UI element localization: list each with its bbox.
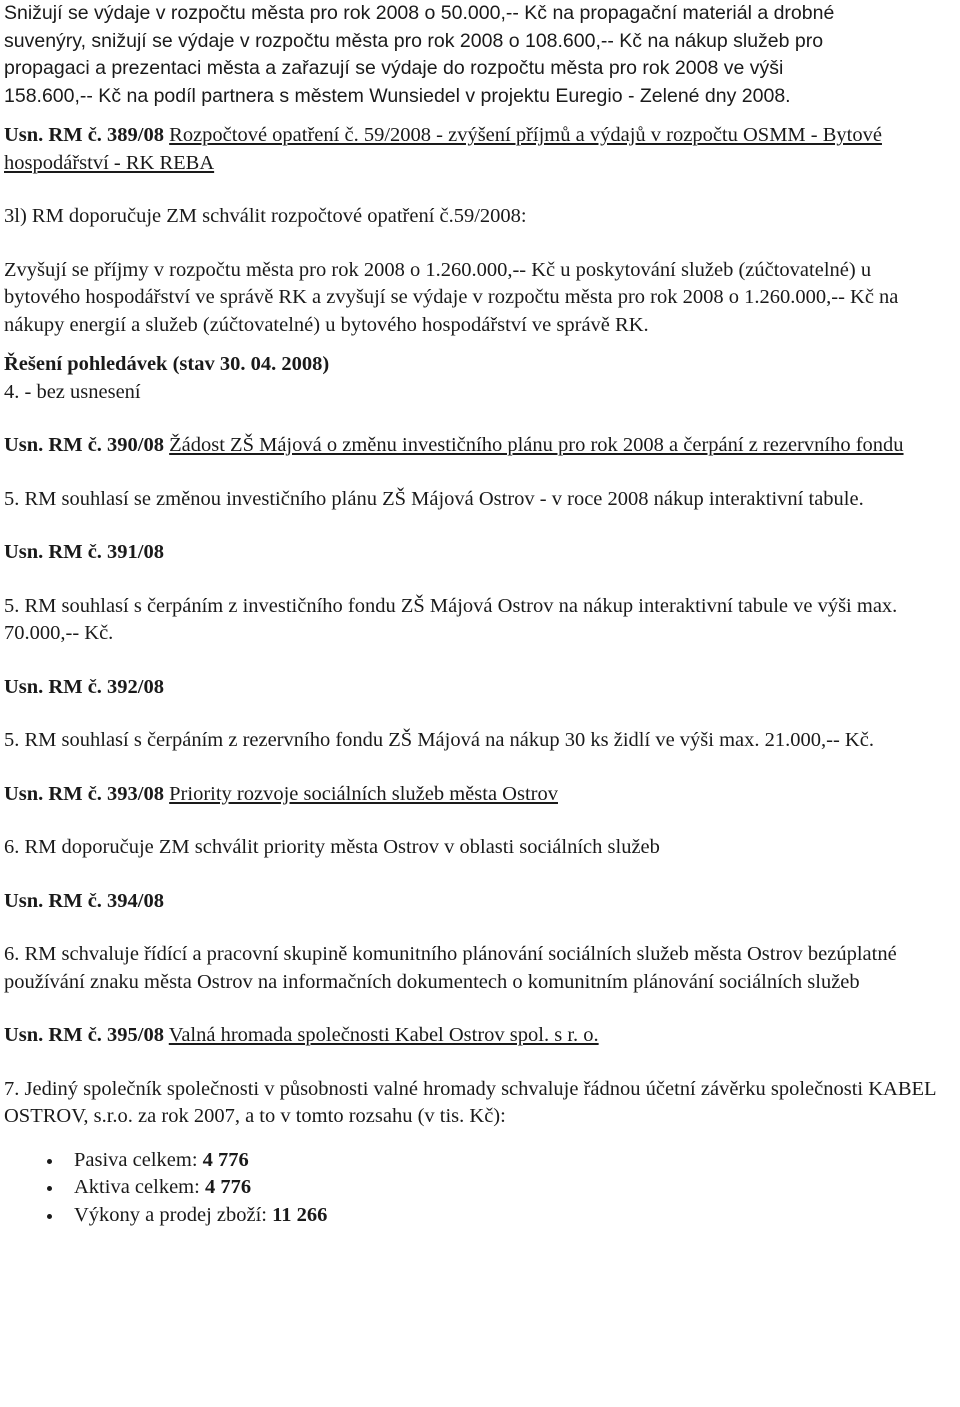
intro-line: suvenýry, snižují se výdaje v rozpočtu města pro rok 2008 o 108.600,-- Kč na nákup služeb pro bbox=[4, 29, 824, 52]
resolution-number: Usn. RM č. 391/08 bbox=[4, 541, 165, 563]
intro-line: propagaci a prezentaci města a zařazují se výdaje do rozpočtu města pro rok 2008 ve výši bbox=[4, 57, 784, 79]
resolution-title: Valná hromada společnosti Kabel Ostrov spol. s r. o. bbox=[168, 1024, 599, 1046]
resolution-item: 6. RM schvaluje řídící a pracovní skupině komunitního plánování sociálních služeb města Ostrov bezúplatné používání znaku města Ostrov na informačních dokumentech o komunitním plánování sociálních služeb bbox=[4, 943, 897, 993]
resolution-body: Zvyšují se příjmy v rozpočtu města pro rok 2008 o 1.260.000,-- Kč u poskytování služeb (zúčtovatelné) u bytového hospodářství ve správě RK a zvyšují se výdaje v rozpočtu města pro rok 2008 o 1.260.000,-- Kč na nákupy energií a služeb (zúčtovatelné) u bytového hospodářství ve správě RK. bbox=[4, 258, 899, 336]
bullet-icon bbox=[47, 1159, 52, 1164]
resolution-item: 5. RM souhlasí s čerpáním z investičního fondu ZŠ Májová Ostrov na nákup interaktivní tabule ve výši max. 70.000,-- Kč. bbox=[4, 594, 898, 644]
resolution-390 bbox=[4, 432, 950, 460]
list-item-value: 4 776 bbox=[204, 1176, 252, 1198]
resolution-393 bbox=[4, 781, 950, 809]
resolution-number: Usn. RM č. 389/08 bbox=[4, 124, 165, 146]
resolution-number: Usn. RM č. 393/08 bbox=[4, 782, 165, 805]
resolution-item: 5. RM souhlasí se změnou investičního plánu ZŠ Májová Ostrov - v roce 2008 nákup interaktivní tabule. bbox=[4, 487, 864, 510]
resolution-item: 4. - bez usnesení bbox=[4, 380, 141, 403]
list-item-label: Výkony a prodej zboží: bbox=[74, 1203, 273, 1226]
bullet-icon bbox=[47, 1214, 52, 1219]
list-item-value: 11 266 bbox=[272, 1203, 328, 1226]
resolution-title: Žádost ZŠ Májová o změnu investičního plánu pro rok 2008 a čerpání z rezervního fondu bbox=[169, 434, 904, 456]
bullet-list bbox=[4, 1147, 950, 1230]
resolution-389 bbox=[4, 122, 950, 177]
resolution-item: 6. RM doporučuje ZM schválit priority města Ostrov v oblasti sociálních služeb bbox=[4, 836, 660, 858]
resolution-title: Priority rozvoje sociálních služeb města Ostrov bbox=[169, 782, 558, 805]
list-item bbox=[74, 1202, 950, 1230]
list-item-label: Pasiva celkem: bbox=[74, 1148, 203, 1171]
intro-paragraph bbox=[4, 0, 950, 110]
resolution-title: Rozpočtové opatření č. 59/2008 - zvýšení příjmů a výdajů v rozpočtu OSMM - Bytové hospodářství - RK REBA bbox=[4, 124, 882, 174]
resolution-number: Usn. RM č. 394/08 bbox=[4, 889, 165, 912]
resolution-number: Usn. RM č. 395/08 bbox=[4, 1024, 165, 1046]
list-item bbox=[74, 1174, 950, 1202]
resolution-395 bbox=[4, 1022, 950, 1050]
bullet-icon bbox=[47, 1186, 52, 1191]
resolution-item: 3l) RM doporučuje ZM schválit rozpočtové opatření č.59/2008: bbox=[4, 205, 527, 227]
intro-line: Snižují se výdaje v rozpočtu města pro rok 2008 o 50.000,-- Kč na propagační materiál a drobné bbox=[4, 2, 835, 24]
list-item-value: 4 776 bbox=[202, 1148, 249, 1171]
list-item bbox=[74, 1147, 950, 1175]
resolution-number: Usn. RM č. 392/08 bbox=[4, 675, 165, 698]
intro-line: 158.600,-- Kč na podíl partnera s městem Wunsiedel v projektu Euregio - Zelené dny 2008. bbox=[4, 84, 791, 107]
list-item-label: Aktiva celkem: bbox=[74, 1176, 205, 1198]
resolution-item: 7. Jediný společník společnosti v působnosti valné hromady schvaluje řádnou účetní závěrku společnosti KABEL OSTROV, s.r.o. za rok 2007, a to v tomto rozsahu (v tis. Kč): bbox=[4, 1077, 936, 1127]
section-heading: Řešení pohledávek (stav 30. 04. 2008) bbox=[4, 353, 330, 375]
resolution-number: Usn. RM č. 390/08 bbox=[4, 434, 165, 456]
resolution-item: 5. RM souhlasí s čerpáním z rezervního fondu ZŠ Májová na nákup 30 ks židlí ve výši max. 21.000,-- Kč. bbox=[4, 729, 874, 751]
